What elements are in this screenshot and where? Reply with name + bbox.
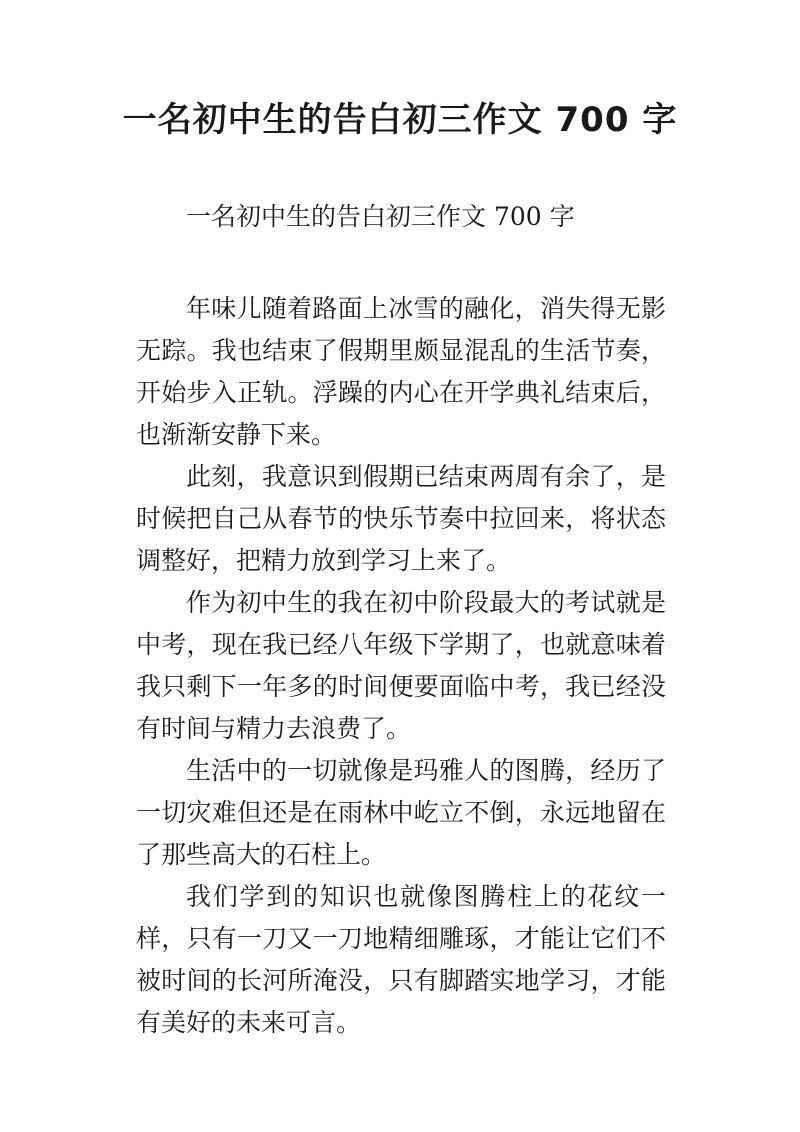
paragraph-3: 作为初中生的我在初中阶段最大的考试就是中考，现在我已经八年级下学期了，也就意味着我只剩下一年多的时间便要面临中考，我已经没有时间与精力去浪费了。 xyxy=(136,588,666,743)
paragraph-2: 此刻，我意识到假期已结束两周有余了，是时候把自己从春节的快乐节奏中拉回来，将状态调整好，把精力放到学习上来了。 xyxy=(136,462,666,575)
paragraph-1: 年味儿随着路面上冰雪的融化，消失得无影无踪。我也结束了假期里颇显混乱的生活节奏，开始步入正轨。浮躁的内心在开学典礼结束后，也渐渐安静下来。 xyxy=(136,294,666,449)
document-title: 一名初中生的告白初三作文 700 字 xyxy=(122,100,678,140)
document-body xyxy=(136,196,666,1044)
document-subtitle: 一名初中生的告白初三作文 700 字 xyxy=(186,202,575,231)
paragraph-4: 生活中的一切就像是玛雅人的图腾，经历了一切灾难但还是在雨林中屹立不倒，永远地留在了那些高大的石柱上。 xyxy=(136,756,666,869)
paragraph-5: 我们学到的知识也就像图腾柱上的花纹一样，只有一刀又一刀地精细雕琢，才能让它们不被时间的长河所淹没，只有脚踏实地学习，才能有美好的未来可言。 xyxy=(136,882,666,1037)
